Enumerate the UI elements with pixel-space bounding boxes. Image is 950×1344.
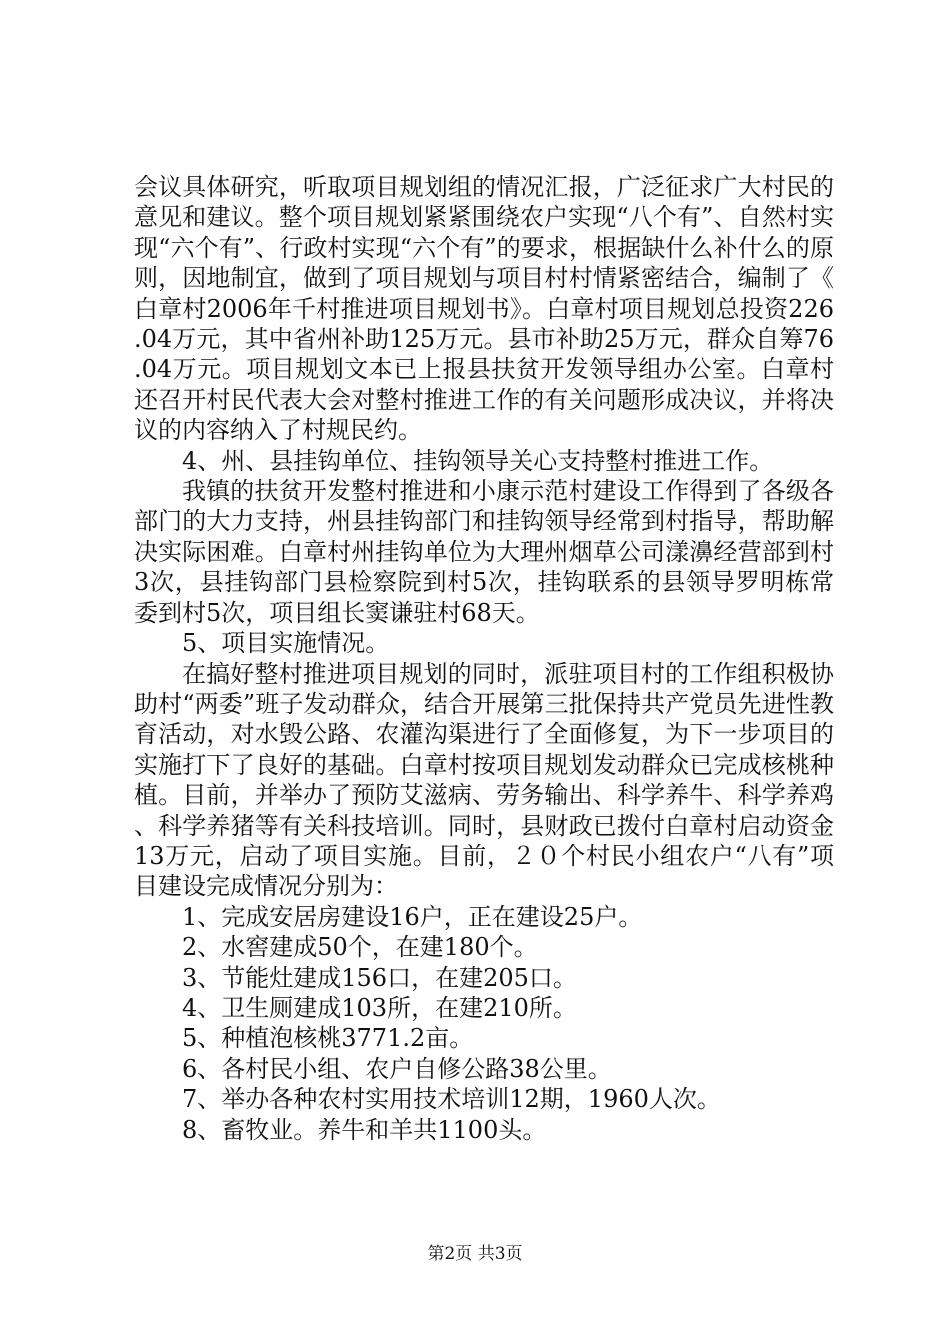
paragraph-support: 我镇的扶贫开发整村推进和小康示范村建设工作得到了各级各部门的大力支持，州县挂钩部门和挂钩领导经常到村指导，帮助解决实际困难。白章村州挂钩单位为大理州烟草公司漾濞经营部到村3次，县挂钩部门县检察院到村5次，挂钩联系的县领导罗明栋常委到村5次，项目组长窦谦驻村68天。 (134, 477, 834, 627)
list-item-4: 4、卫生厕建成103所，在建210所。 (182, 993, 577, 1022)
paragraph-planning: 会议具体研究，听取项目规划组的情况汇报，广泛征求广大村民的意见和建议。整个项目规划紧紧围绕农户实现“八个有”、自然村实现“六个有”、行政村实现“六个有”的要求，根据缺什么补什么的原则，因地制宜，做到了项目规划与项目村村情紧密结合，编制了《白章村2006年千村推进项目规划书》。白章村项目规划总投资226.04万元，其中省州补助125万元。县市补助25万元，群众自筹76.04万元。项目规划文本已上报县扶贫开发领导组办公室。白章村还召开村民代表大会对整村推进工作的有关问题形成决议，并将决议的内容纳入了村规民约。 (134, 173, 834, 445)
document-body (134, 172, 834, 1145)
list-item-3: 3、节能灶建成156口，在建205口。 (182, 963, 577, 992)
list-item-7: 7、举办各种农村实用技术培训12期，1960人次。 (182, 1085, 721, 1114)
heading-item-5: 5、项目实施情况。 (182, 629, 390, 658)
list-item-8: 8、畜牧业。养牛和羊共1100头。 (182, 1115, 547, 1144)
page-footer: 第2页 共3页 (427, 1244, 523, 1264)
list-item-5: 5、种植泡核桃3771.2亩。 (182, 1024, 474, 1053)
paragraph-implementation: 在搞好整村推进项目规划的同时，派驻项目村的工作组积极协助村“两委”班子发动群众，结合开展第三批保持共产党员先进性教育活动，对水毁公路、农灌沟渠进行了全面修复，为下一步项目的实施打下了良好的基础。白章村按项目规划发动群众已完成核桃种植。目前，并举办了预防艾滋病、劳务输出、科学养牛、科学养鸡、科学养猪等有关科技培训。同时，县财政已拨付白章村启动资金13万元，启动了项目实施。目前，２０个村民小组农户“八有”项目建设完成情况分别为： (134, 659, 834, 901)
list-item-2: 2、水窖建成50个，在建180个。 (182, 933, 538, 962)
list-item-1: 1、完成安居房建设16户，正在建设25户。 (182, 902, 643, 931)
list-item-6: 6、各村民小组、农户自修公路38公里。 (182, 1054, 612, 1083)
heading-item-4: 4、州、县挂钩单位、挂钩领导关心支持整村推进工作。 (182, 446, 774, 475)
